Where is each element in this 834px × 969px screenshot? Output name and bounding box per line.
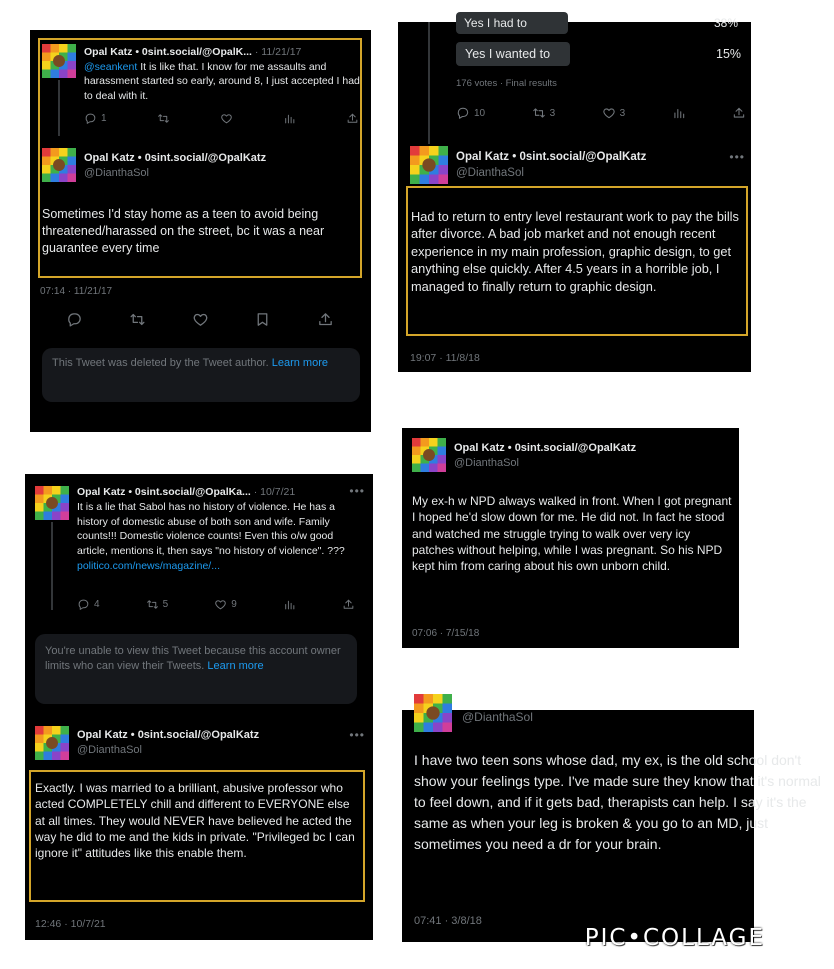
more-options-icon[interactable]: •••	[349, 728, 365, 742]
poll-option-label: Yes I had to	[464, 16, 527, 30]
reply-icon	[456, 106, 470, 120]
retweet-icon	[532, 106, 546, 120]
tweet-timestamp[interactable]: 07:14 · 11/21/17	[40, 286, 113, 297]
notice-text: You're unable to view this Tweet because this account owner limits who can view their Tweets.	[45, 645, 341, 672]
retweet-icon	[146, 598, 159, 611]
tweet-text: Exactly. I was married to a brilliant, abusive professor who acted COMPLETELY chill and different to EVERYONE else at all times. They would NEVER have believed he acted the way he did to me and the kids in private. "Privileged bc I can ignore it" attitudes like this enable them.	[35, 781, 355, 861]
tweet-date: · 11/21/17	[251, 46, 302, 58]
tweet-actions	[456, 106, 746, 120]
notice-text: This Tweet was deleted by the Tweet author.	[52, 357, 272, 369]
panel-e	[402, 710, 821, 942]
author-handle[interactable]: @DianthaSol	[84, 167, 149, 179]
learn-more-link[interactable]: Learn more	[271, 357, 328, 369]
author-name[interactable]	[84, 46, 301, 58]
more-options-icon[interactable]: •••	[349, 484, 365, 498]
tweet-actions	[84, 112, 359, 125]
like-count: 9	[231, 599, 237, 610]
share-icon	[346, 112, 359, 125]
reply-button[interactable]	[77, 598, 100, 611]
like-button[interactable]	[192, 311, 209, 328]
avatar[interactable]	[412, 438, 446, 472]
share-icon	[317, 311, 334, 328]
avatar[interactable]	[35, 726, 69, 760]
panel-a	[30, 30, 371, 432]
poll-option-1	[456, 12, 568, 34]
author-name-text: Opal Katz • 0sint.social/@OpalK...	[84, 46, 252, 58]
author-name[interactable]	[77, 486, 295, 498]
tweet-text-content: It is a lie that Sabol has no history of violence. He has a history of domestic abuse of both son and wife. Family counts!!! Domestic violence counts! Even this o/w good article, mentions it, then says "no history of violence". ???	[77, 501, 345, 558]
reply-count: 10	[474, 107, 486, 119]
like-icon	[214, 598, 227, 611]
views-button[interactable]	[283, 112, 296, 125]
thread-line	[51, 522, 53, 610]
poll-option-label: Yes I wanted to	[465, 47, 551, 61]
author-name-text: Opal Katz • 0sint.social/@OpalKa...	[77, 486, 251, 498]
author-name[interactable]: Opal Katz • 0sint.social/@OpalKatz	[456, 151, 647, 163]
share-button[interactable]	[317, 311, 334, 328]
watermark-label: PIC•COLLAGE	[584, 925, 765, 951]
views-button[interactable]	[283, 598, 296, 611]
author-name[interactable]: Opal Katz • 0sint.social/@OpalKatz	[77, 729, 260, 741]
retweet-button[interactable]	[532, 106, 556, 120]
like-icon	[602, 106, 616, 120]
like-button[interactable]	[602, 106, 626, 120]
author-name[interactable]: Opal Katz • 0sint.social/@OpalKatz	[454, 442, 637, 454]
tweet-timestamp[interactable]: 12:46 · 10/7/21	[35, 918, 106, 930]
avatar[interactable]	[414, 694, 452, 732]
article-link[interactable]: politico.com/news/magazine/...	[77, 559, 220, 572]
share-button[interactable]	[342, 598, 355, 611]
share-button[interactable]	[346, 112, 359, 125]
views-button[interactable]	[672, 106, 686, 120]
reply-count: 4	[94, 599, 100, 610]
retweet-button[interactable]	[129, 311, 146, 328]
tweet-text: My ex-h w NPD always walked in front. When I got pregnant I hoped he'd slow down for me. He did not. In fact he stood and watched me struggle trying to walk over very icy patches without helping, while I was pregnant. So his NPD kept him from caring about his own unborn child.	[412, 494, 732, 574]
share-button[interactable]	[732, 106, 746, 120]
bookmark-icon	[254, 311, 271, 328]
tweet-text-content: It is like that. I know for me assaults and harassment started so early, around 8, I just accepted I had to deal with it.	[84, 61, 360, 102]
deleted-tweet-notice	[42, 348, 360, 402]
like-icon	[220, 112, 233, 125]
like-count: 3	[619, 107, 626, 119]
avatar[interactable]	[42, 44, 76, 78]
retweet-count: 3	[549, 107, 556, 119]
tweet-text: Had to return to entry level restaurant work to pay the bills after divorce. A bad job market and not enough recent experience in my main profession, graphic design, to get anything else quickly. After 4.5 years in a horrible job, I managed to finally return to graphic design.	[411, 209, 739, 294]
avatar[interactable]	[35, 486, 69, 520]
panel-c	[402, 428, 739, 648]
tweet-text: I have two teen sons whose dad, my ex, is the old school don't show your feelings type. I've made sure they know that it's normal to feel down, and if it gets bad, therapists can help. I say it's the same as when your leg is broken & you go to an MD, just sometimes you need a dr for your brain.	[414, 752, 821, 852]
reply-button[interactable]	[456, 106, 485, 120]
poll-option-percent: 38%	[714, 16, 739, 30]
poll-option-percent: 15%	[716, 47, 742, 61]
views-icon	[283, 598, 296, 611]
reply-icon	[84, 112, 97, 125]
poll-summary: 176 votes · Final results	[456, 78, 557, 89]
mention-link[interactable]: @seankent	[84, 61, 138, 73]
tweet-text	[77, 500, 353, 573]
retweet-button[interactable]	[157, 112, 170, 125]
retweet-icon	[157, 112, 170, 125]
reply-button[interactable]	[84, 112, 107, 125]
tweet-text: Sometimes I'd stay home as a teen to avoid being threatened/harassed on the street, bc it was a near guarantee every time	[42, 207, 325, 255]
tweet-timestamp[interactable]: 07:41 · 3/8/18	[414, 915, 482, 927]
retweet-icon	[129, 311, 146, 328]
share-icon	[732, 106, 746, 120]
reply-icon	[66, 311, 83, 328]
reply-icon	[77, 598, 90, 611]
tweet-actions	[66, 311, 334, 328]
poll-option-2	[456, 42, 570, 66]
learn-more-link[interactable]: Learn more	[207, 659, 264, 672]
thread-line	[58, 80, 60, 136]
like-icon	[192, 311, 209, 328]
retweet-button[interactable]	[146, 598, 169, 611]
author-handle[interactable]: @DianthaSol	[462, 710, 533, 724]
tweet-actions	[77, 598, 355, 611]
retweet-count: 5	[162, 599, 169, 610]
tweet-timestamp[interactable]: 07:06 · 7/15/18	[412, 628, 480, 639]
author-name[interactable]: Opal Katz • 0sint.social/@OpalKatz	[84, 152, 267, 164]
views-icon	[283, 112, 296, 125]
share-icon	[342, 598, 355, 611]
more-options-icon[interactable]: •••	[729, 150, 745, 164]
panel-b	[398, 16, 751, 372]
author-handle[interactable]: @DianthaSol	[456, 167, 524, 179]
panel-d	[25, 474, 373, 940]
tweet-text	[84, 60, 362, 103]
like-button[interactable]	[220, 112, 233, 125]
views-icon	[672, 106, 686, 120]
reply-count: 1	[101, 113, 107, 124]
thread-line	[428, 22, 430, 144]
like-button[interactable]	[214, 598, 237, 611]
author-handle[interactable]: @DianthaSol	[454, 457, 519, 469]
protected-tweet-notice	[35, 634, 357, 704]
reply-button[interactable]	[66, 311, 83, 328]
avatar[interactable]	[42, 148, 76, 182]
avatar[interactable]	[410, 146, 448, 184]
tweet-date: · 10/7/21	[250, 486, 296, 498]
bookmark-button[interactable]	[254, 311, 271, 328]
tweet-timestamp[interactable]: 19:07 · 11/8/18	[410, 352, 480, 364]
author-handle[interactable]: @DianthaSol	[77, 744, 142, 756]
